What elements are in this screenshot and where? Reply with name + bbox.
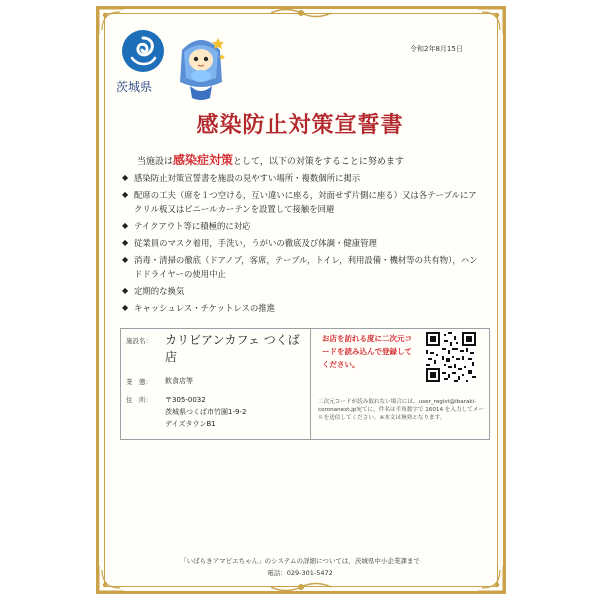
diamond-bullet-icon: ◆ [122,286,129,295]
facility-name: カリビアンカフェ つくば店 [165,333,300,364]
address-line-2: デイズタウンB1 [165,420,216,428]
measure-text: テイクアウト等に積極的に対応 [134,221,251,231]
list-item [122,219,484,233]
list-item [122,171,484,185]
list-item [122,188,484,216]
footer-contact-info: 「いばらきアマビエちゃん」のシステムの詳細については，茨城県中小企業課まで [180,557,420,565]
lead-sentence [137,151,467,168]
measures-list [122,171,484,318]
lead-suffix: として，以下の対策をすることに努めます [233,157,404,167]
corner-ornament-icon [476,564,506,594]
top-ornament-icon [271,5,331,19]
lead-highlight: 感染症対策 [173,153,234,167]
bottom-ornament-icon [271,581,331,595]
list-item [122,236,484,250]
issue-date: 令和2年8月15日 [410,45,463,53]
diamond-bullet-icon: ◆ [122,255,129,264]
prefecture-label: 茨城県 [116,80,153,94]
postal-code: 〒305-0032 [165,396,206,404]
address-line-1: 茨城県つくば市竹園1-9-2 [165,408,247,416]
list-item [122,301,484,315]
diamond-bullet-icon: ◆ [122,238,129,247]
corner-ornament-icon [96,564,126,594]
diamond-bullet-icon: ◆ [122,190,129,199]
page-title: 感染防止対策宣誓書 [196,112,404,138]
measure-text: 定期的な換気 [134,286,185,296]
corner-ornament-icon [476,6,506,36]
box-divider [310,328,311,440]
address-block [165,394,246,430]
business-type-value: 飲食店等 [165,377,193,385]
measure-text: キャッシュレス・チケットレスの推進 [134,303,275,313]
qr-code-icon[interactable] [426,332,476,382]
lead-prefix: 当施設は [137,157,174,167]
address-label: 住 所： [126,396,152,404]
diamond-bullet-icon: ◆ [122,221,129,230]
business-type-label: 業 態： [126,378,152,386]
measure-text: 配席の工夫（席を１つ空ける，互い違いに座る，対面せず片側に座る）又は各テーブルにアクリル板又はビニールカーテンを設置して接触を回避 [134,190,477,214]
ibaraki-rose-logo-icon [120,28,166,74]
diamond-bullet-icon: ◆ [122,303,129,312]
qr-help-note: 二次元コードが読み取れない場合には，user_regist@ibaraki-coronanext.jp宛てに，件名は半角数字で 16014 を入力してメールを送信してください。※本文は無効となります。 [318,399,484,421]
footer-phone: 電話：029-301-5472 [267,569,333,577]
measure-text: 感染防止対策宣誓書を施設の見やすい場所・複数個所に掲示 [134,173,361,183]
facility-name-label: 施設名： [126,337,152,345]
list-item [122,284,484,298]
amabie-mascot-icon [172,30,230,102]
measure-text: 消毒・清掃の徹底（ドアノブ，客席，テーブル，トイレ，利用設備・機材等の共有物），ハンドドライヤーの使用中止 [134,255,478,279]
diamond-bullet-icon: ◆ [122,173,129,182]
qr-registration-notice: お店を訪れる度に二次元コードを読み込んで登録してください。 [322,334,412,369]
measure-text: 従業員のマスク着用，手洗い，うがいの徹底及び体調・健康管理 [134,238,377,248]
list-item [122,253,484,281]
